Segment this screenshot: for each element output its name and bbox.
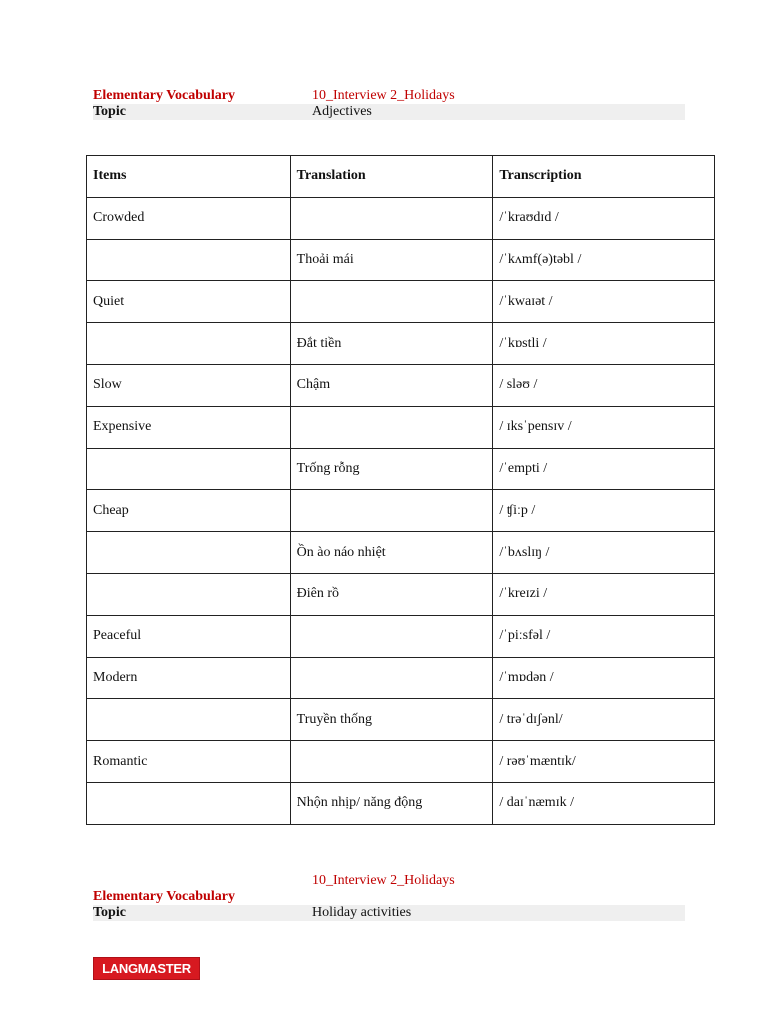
topic-row [93, 104, 685, 120]
transcription-cell: /ˈkwaɪət / [493, 281, 715, 323]
item-cell: Romantic [87, 741, 291, 783]
transcription-cell: / trəˈdɪʃənl/ [493, 699, 715, 741]
table-row [87, 782, 715, 824]
transcription-cell: /ˈbʌslɪŋ / [493, 532, 715, 574]
table-row [87, 448, 715, 490]
table-row [87, 741, 715, 783]
langmaster-logo: LANGMASTER [93, 957, 200, 980]
item-cell: Crowded [87, 197, 291, 239]
table-row [87, 281, 715, 323]
translation-cell [290, 281, 493, 323]
table-row [87, 323, 715, 365]
header-bottom [93, 873, 685, 921]
column-header-translation: Translation [290, 156, 493, 198]
item-cell [87, 448, 291, 490]
transcription-cell: / ʧiːp / [493, 490, 715, 532]
translation-cell: Đắt tiền [290, 323, 493, 365]
topic-value: Adjectives [312, 104, 372, 119]
item-cell [87, 573, 291, 615]
topic-label: Topic [93, 104, 126, 119]
item-cell [87, 782, 291, 824]
topic-value: Holiday activities [312, 905, 412, 920]
table-row [87, 490, 715, 532]
table-row [87, 615, 715, 657]
transcription-cell: /ˈempti / [493, 448, 715, 490]
item-cell: Cheap [87, 490, 291, 532]
item-cell: Peaceful [87, 615, 291, 657]
transcription-cell: /ˈkreɪzi / [493, 573, 715, 615]
translation-cell [290, 741, 493, 783]
table-row [87, 657, 715, 699]
translation-cell: Nhộn nhịp/ năng động [290, 782, 493, 824]
table-row [87, 406, 715, 448]
transcription-cell: /ˈkɒstli / [493, 323, 715, 365]
translation-cell [290, 406, 493, 448]
table-row [87, 573, 715, 615]
translation-cell [290, 657, 493, 699]
table-header-row [87, 156, 715, 198]
table-row [87, 699, 715, 741]
translation-cell: Truyền thống [290, 699, 493, 741]
translation-cell: Điên rồ [290, 573, 493, 615]
table-row [87, 239, 715, 281]
translation-cell: Thoải mái [290, 239, 493, 281]
column-header-items: Items [87, 156, 291, 198]
translation-cell [290, 490, 493, 532]
transcription-cell: /ˈkraʊdɪd / [493, 197, 715, 239]
item-cell: Modern [87, 657, 291, 699]
lesson-title: 10_Interview 2_Holidays [312, 873, 455, 888]
item-cell [87, 532, 291, 574]
header-title-row [93, 889, 685, 905]
transcription-cell: / sləʊ / [493, 364, 715, 406]
header-top [93, 88, 685, 120]
column-header-transcription: Transcription [493, 156, 715, 198]
transcription-cell: / ɪksˈpensɪv / [493, 406, 715, 448]
transcription-cell: / rəʊˈmæntɪk/ [493, 741, 715, 783]
translation-cell: Trống rỗng [290, 448, 493, 490]
lesson-row [93, 873, 685, 889]
item-cell: Expensive [87, 406, 291, 448]
item-cell [87, 323, 291, 365]
table-body [87, 197, 715, 824]
item-cell [87, 699, 291, 741]
transcription-cell: /ˈkʌmf(ə)təbl / [493, 239, 715, 281]
transcription-cell: / daɪˈnæmɪk / [493, 782, 715, 824]
transcription-cell: /ˈpiːsfəl / [493, 615, 715, 657]
item-cell: Slow [87, 364, 291, 406]
translation-cell: Chậm [290, 364, 493, 406]
translation-cell [290, 197, 493, 239]
lesson-title: 10_Interview 2_Holidays [312, 88, 455, 103]
table-row [87, 197, 715, 239]
topic-row [93, 905, 685, 921]
item-cell [87, 239, 291, 281]
translation-cell [290, 615, 493, 657]
course-title: Elementary Vocabulary [93, 88, 235, 103]
table-row [87, 532, 715, 574]
item-cell: Quiet [87, 281, 291, 323]
vocabulary-table [86, 155, 715, 825]
transcription-cell: /ˈmɒdən / [493, 657, 715, 699]
course-title: Elementary Vocabulary [93, 889, 235, 904]
topic-label: Topic [93, 905, 126, 920]
table-row [87, 364, 715, 406]
header-title-row [93, 88, 685, 104]
translation-cell: Ồn ào náo nhiệt [290, 532, 493, 574]
